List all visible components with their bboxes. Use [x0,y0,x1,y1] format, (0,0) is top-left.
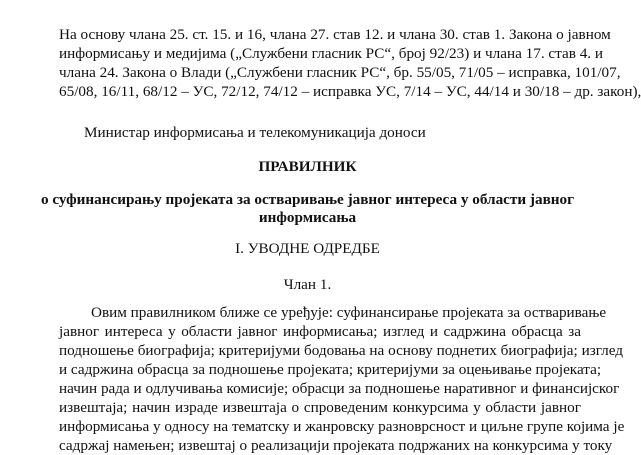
doc-title: ПРАВИЛНИК [258,158,357,175]
issuer-line: Министар информисања и телекомуникација доноси [84,124,426,141]
preamble-line-1: На основу члана 25. ст. 15. и 16, члана 27. став 12. и члана 30. став 1. Закона о јавном [59,26,611,43]
section-heading: I. УВОДНЕ ОДРЕДБЕ [235,240,380,257]
article-body-line-1: Овим правилником ближе се уређује: суфинансирање пројеката за остваривање [91,304,607,321]
article-label: Члан 1. [283,276,332,293]
preamble-line-2: информисању и медијима („Службени гласник РС“, број 92/23) и члана 17. став 4. и [59,45,604,62]
article-body-line-4: и садржина обрасца за подношење пројеката; критеријуми за оцењивање пројеката; [59,361,602,378]
preamble-line-3: члана 24. Закона о Влади („Службени гласник РС“, бр. 55/05, 71/05 – исправка, 101/07, [59,64,621,81]
doc-subtitle-line-2: информисања [258,209,357,226]
article-body-line-8: садржај намењен; извештај о реализацији пројеката подржаних на конкурсима у току [59,437,613,454]
article-body-line-2: јавног интереса у области јавног информисања; изглед и садржина обрасца за [59,323,581,340]
article-body-line-3: подношење биографија; критеријуми бодовања на основу поднетих биографија; изглед [59,342,623,359]
preamble-line-4: 65/08, 16/11, 68/12 – УС, 72/12, 74/12 – исправка УС, 7/14 – УС, 44/14 и 30/18 – др. закон), [59,83,641,100]
article-body-line-5: начин рада и одлучивања комисије; обрасци за подношење наративног и финансијског [59,380,620,397]
doc-subtitle-line-1: о суфинансирању пројеката за остваривање јавног интереса у области јавног [40,191,575,208]
article-body-line-7: информисања у односу на тематску и жанровску разноврсност и циљне групе којима је [59,418,625,435]
article-body-line-6: извештаја; начин израде извештаја о спроведеним конкурсима у области јавног [59,399,581,416]
